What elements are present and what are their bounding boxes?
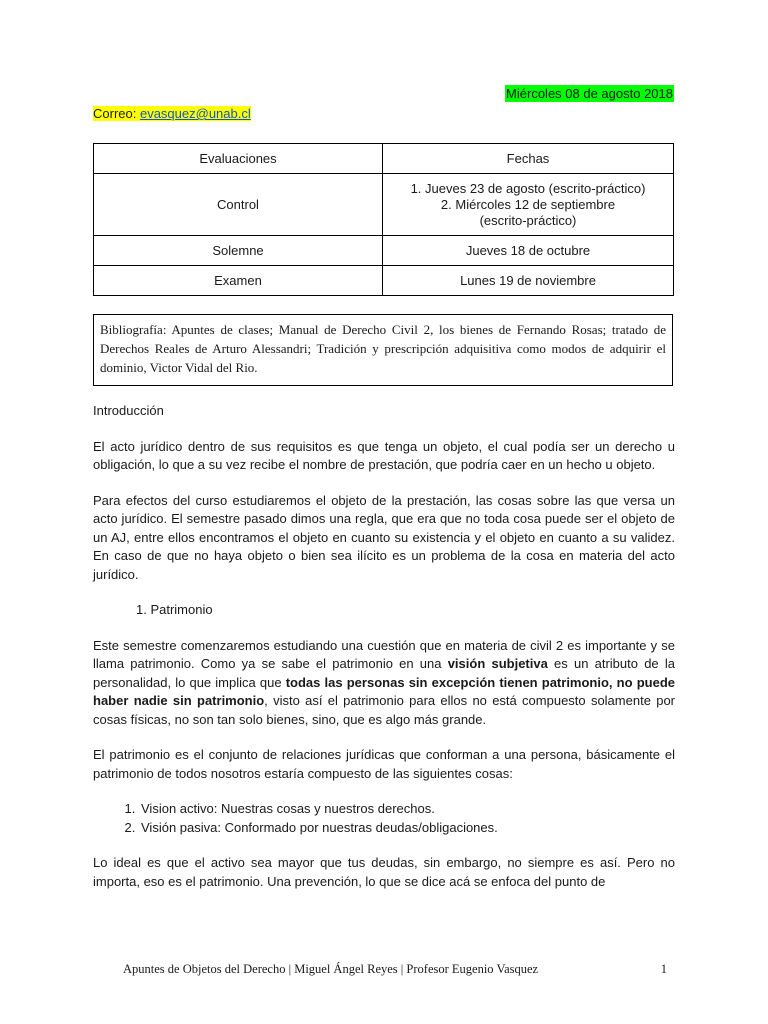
date-line-1: 1. Jueves 23 de agosto (escrito-práctico) (410, 180, 646, 196)
intro-title: Introducción (93, 403, 164, 418)
paragraph: El acto jurídico dentro de sus requisitos es que tenga un objeto, el cual podía ser un derecho u obligación, lo que a su vez recibe el nombre de prestación, que podría caer en un hecho u objeto. (93, 438, 675, 472)
email-line (93, 106, 251, 121)
table-cell-evaluation: Examen (94, 266, 383, 296)
text-span: , visto así el patrimonio para ellos no está compuesto solamente por cosas físicas, no son tan solo bienes, sino, que es algo más grande. (93, 693, 675, 727)
table-header-row (94, 144, 674, 174)
text-span: es un atributo de la personalidad, lo que implica que (93, 656, 675, 690)
list-item: 2. Visión pasiva: Conformado por nuestras deudas/obligaciones. (139, 819, 675, 838)
paragraph: Para efectos del curso estudiaremos el objeto de la prestación, las cosas sobre las que versa un acto jurídico. El semestre pasado dimos una regla, que era que no toda cosa puede ser el objeto de un AJ, entre ellos encontramos el objeto en cuanto su existencia y el objeto en cuanto a su validez. En caso de que no haya objeto o bien sea ilícito es un problema de la cosa en materia del acto jurídico. (93, 492, 675, 582)
date-line-2: 2. Miércoles 12 de septiembre (440, 196, 616, 212)
list-item: 1. Vision activo: Nuestras cosas y nuestros derechos. (139, 800, 675, 819)
body-text (93, 402, 675, 908)
email-highlight (93, 106, 251, 121)
table-row (94, 236, 674, 266)
email-link[interactable]: evasquez@unab.cl (139, 106, 251, 121)
bold-span: todas las personas sin excepción tienen patrimonio, no puede haber nadie sin patrimonio (93, 674, 675, 708)
table-cell-dates: Jueves 18 de octubre (383, 236, 674, 266)
date-line (505, 86, 674, 101)
date-line-3: (escrito-práctico) (479, 212, 577, 228)
email-label: Correo: (93, 106, 140, 121)
table-row (94, 266, 674, 296)
section-title: 1. Patrimonio (136, 602, 213, 617)
paragraph: Lo ideal es que el activo sea mayor que tus deudas, sin embargo, no siempre es así. Pero no importa, eso es el patrimonio. Una prevención, lo que se dice acá se enfoca del punto de (93, 855, 675, 889)
paragraph (93, 637, 675, 730)
table-header-evaluaciones: Evaluaciones (94, 144, 383, 174)
table-cell-evaluation: Solemne (94, 236, 383, 266)
date-text: Miércoles 08 de agosto 2018 (506, 86, 673, 101)
footer-text: Apuntes de Objetos del Derecho | Miguel Ángel Reyes | Profesor Eugenio Vasquez (123, 962, 539, 976)
table-row (94, 174, 674, 236)
evaluations-table (93, 143, 674, 296)
paragraph: El patrimonio es el conjunto de relaciones jurídicas que conforman a una persona, básicamente el patrimonio de todos nosotros estaría compuesto de las siguientes cosas: (93, 747, 675, 781)
table-cell-dates (383, 174, 674, 236)
bibliography-box: Bibliografía: Apuntes de clases; Manual de Derecho Civil 2, los bienes de Fernando Rosas; tratado de Derechos Reales de Arturo Alessandri; Tradición y prescripción adquisitiva como modos de adquirir el dominio, Victor Vidal del Rio. (93, 314, 673, 386)
table-header-fechas: Fechas (383, 144, 674, 174)
numbered-list (93, 800, 675, 837)
table-cell-dates: Lunes 19 de noviembre (383, 266, 674, 296)
bold-span: visión subjetiva (447, 656, 548, 671)
page-number: 1 (660, 962, 667, 976)
text-span: Este semestre comenzaremos estudiando una cuestión que en materia de civil 2 es importante y se llama patrimonio. Como ya se sabe el patrimonio en una (93, 637, 675, 671)
table-cell-evaluation: Control (94, 174, 383, 236)
